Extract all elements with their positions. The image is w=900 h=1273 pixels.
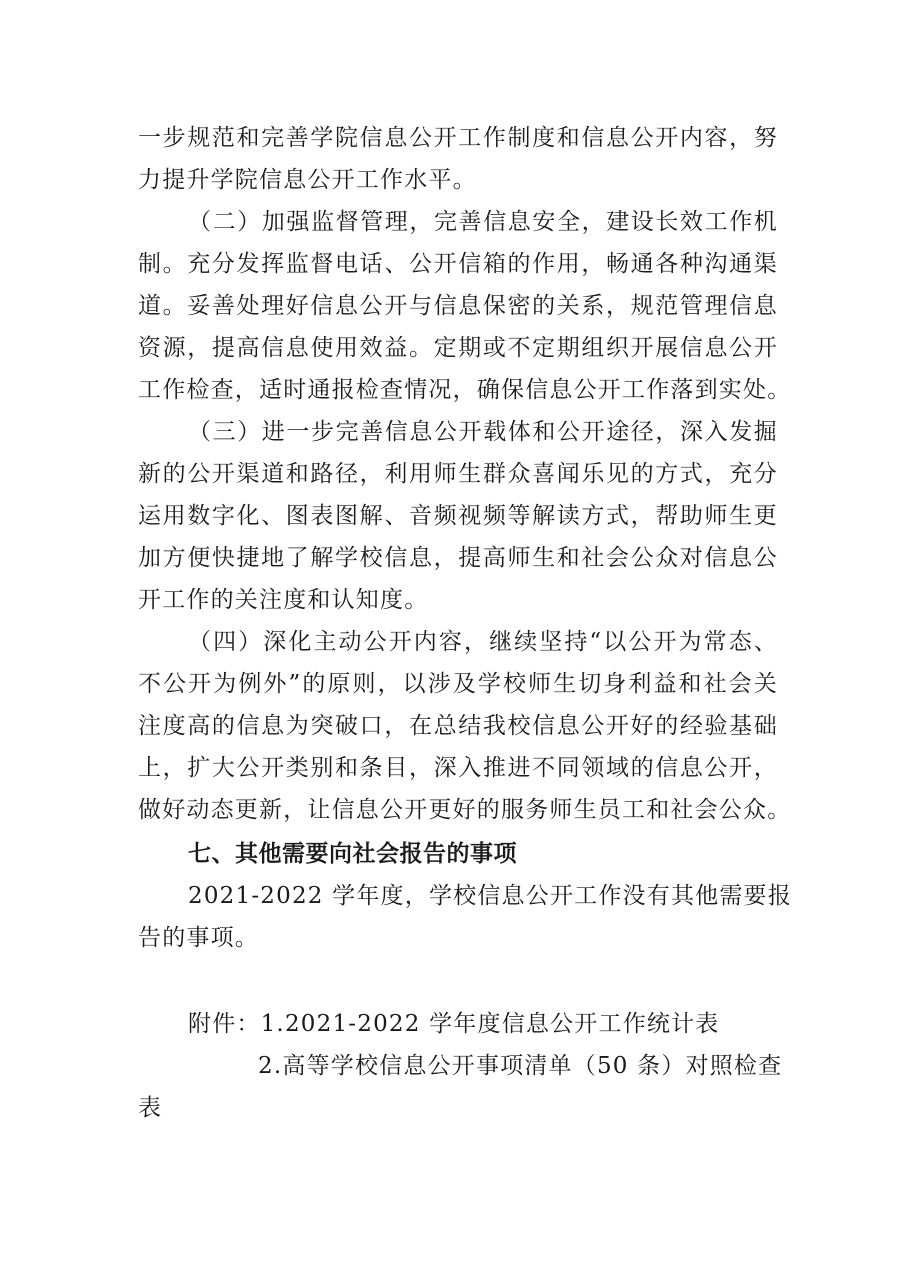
body-text-line: 上，扩大公开类别和条目，深入推进不同领域的信息公开， <box>138 755 778 781</box>
attachment-line: 2.高等学校信息公开事项清单（50 条）对照检查 <box>258 1053 783 1079</box>
body-text-line: （二）加强监督管理，完善信息安全，建设长效工作机 <box>188 209 778 235</box>
body-text-line: 加方便快捷地了解学校信息，提高师生和社会公众对信息公 <box>138 545 778 571</box>
section-heading: 七、其他需要向社会报告的事项 <box>188 841 517 867</box>
body-text-line: 力提升学院信息公开工作水平。 <box>138 167 477 193</box>
body-text-line: 注度高的信息为突破口，在总结我校信息公开好的经验基础 <box>138 713 778 739</box>
body-text-line: 道。妥善处理好信息公开与信息保密的关系，规范管理信息 <box>138 293 778 319</box>
body-text-line: 制。充分发挥监督电话、公开信箱的作用，畅通各种沟通渠 <box>138 251 778 277</box>
body-text-line: 一步规范和完善学院信息公开工作制度和信息公开内容，努 <box>138 125 778 151</box>
body-text-line: （四）深化主动公开内容，继续坚持“以公开为常态、 <box>188 629 778 655</box>
body-text-line: 告的事项。 <box>138 925 259 951</box>
body-text-line: 工作检查，适时通报检查情况，确保信息公开工作落到实处。 <box>138 377 792 403</box>
body-text-line: 资源，提高信息使用效益。定期或不定期组织开展信息公开 <box>138 335 778 361</box>
body-text-line: 新的公开渠道和路径，利用师生群众喜闻乐见的方式，充分 <box>138 461 778 487</box>
body-text-line: 不公开为例外”的原则，以涉及学校师生切身利益和社会关 <box>138 671 778 697</box>
attachment-line: 附件：1.2021-2022 学年度信息公开工作统计表 <box>188 1011 720 1037</box>
body-text-line: （三）进一步完善信息公开载体和公开途径，深入发掘 <box>188 419 778 445</box>
body-text-line: 开工作的关注度和认知度。 <box>138 587 429 613</box>
attachment-line: 表 <box>138 1095 163 1121</box>
body-text-line: 运用数字化、图表图解、音频视频等解读方式，帮助师生更 <box>138 503 778 529</box>
body-text-line: 做好动态更新，让信息公开更好的服务师生员工和社会公众。 <box>138 797 792 823</box>
body-text-line: 2021-2022 学年度，学校信息公开工作没有其他需要报 <box>188 883 792 909</box>
